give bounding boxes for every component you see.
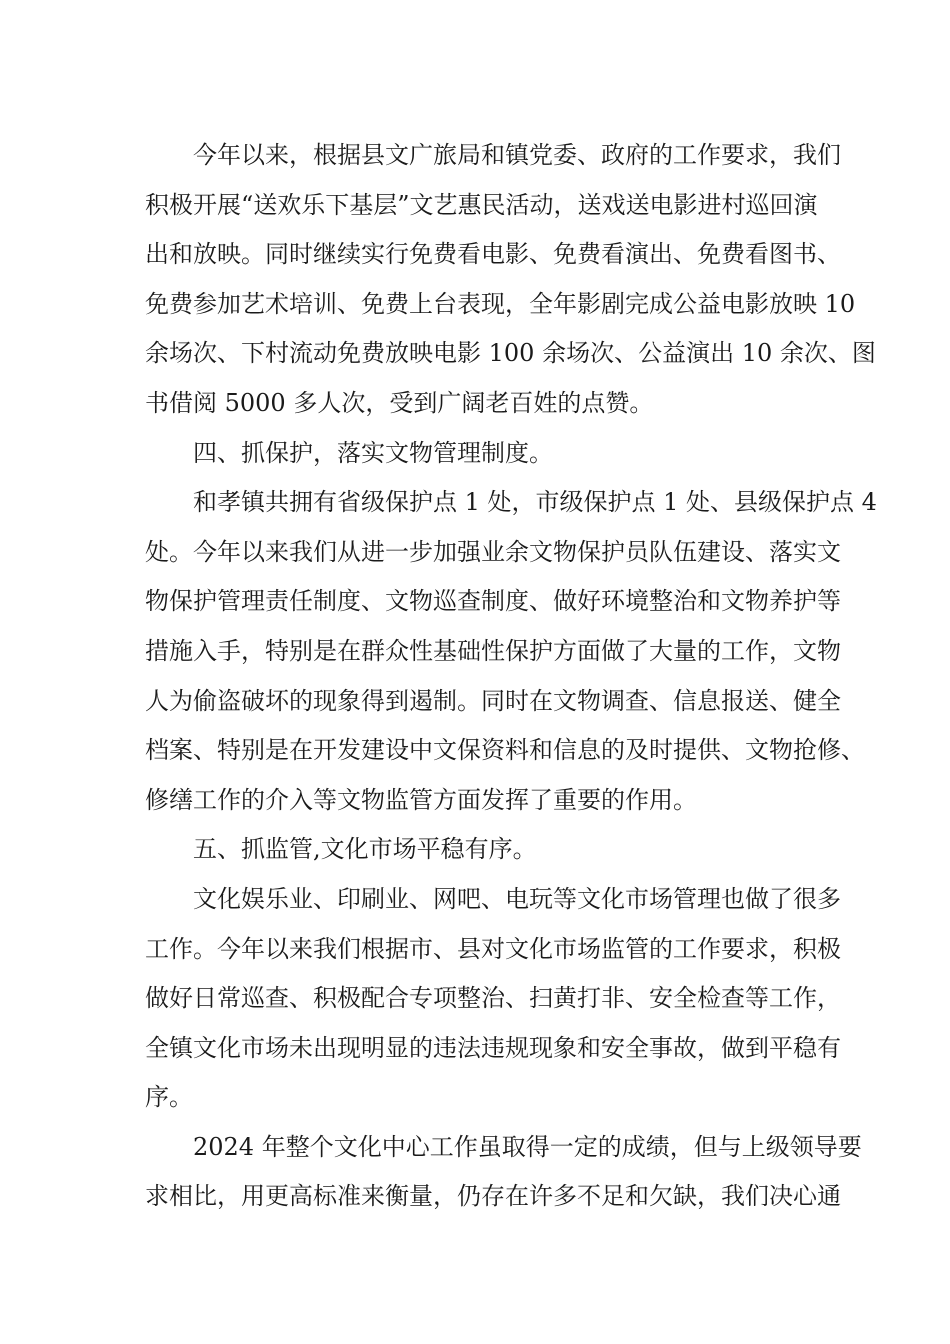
text-line: 2024 年整个文化中心工作虽取得一定的成绩，但与上级领导要 [193, 1132, 862, 1161]
text-line: 人为偷盗破坏的现象得到遏制。同时在文物调查、信息报送、健全 [145, 686, 841, 715]
text-line: 工作。今年以来我们根据市、县对文化市场监管的工作要求，积极 [145, 934, 841, 963]
text-line: 修缮工作的介入等文物监管方面发挥了重要的作用。 [145, 785, 697, 814]
text-line: 出和放映。同时继续实行免费看电影、免费看演出、免费看图书、 [145, 240, 841, 269]
paragraph-summary [145, 1123, 862, 1222]
paragraph-heritage-protection [145, 478, 877, 825]
paragraph-cultural-activities [145, 131, 876, 429]
text-line: 措施入手，特别是在群众性基础性保护方面做了大量的工作，文物 [145, 636, 841, 665]
text-line: 做好日常巡查、积极配合专项整治、扫黄打非、安全检查等工作， [145, 984, 841, 1013]
paragraph-market-supervision [145, 875, 841, 1123]
text-line: 档案、特别是在开发建设中文保资料和信息的及时提供、文物抢修、 [145, 736, 865, 765]
section-heading-supervision [145, 825, 835, 875]
heading-line: 四、抓保护，落实文物管理制度。 [193, 438, 553, 467]
text-line: 免费参加艺术培训、免费上台表现，全年影剧完成公益电影放映 10 [145, 289, 856, 318]
text-line: 物保护管理责任制度、文物巡查制度、做好环境整治和文物养护等 [145, 587, 841, 616]
heading-line: 五、抓监管,文化市场平稳有序。 [193, 835, 537, 864]
text-line: 和孝镇共拥有省级保护点 1 处，市级保护点 1 处、县级保护点 4 [193, 488, 877, 517]
document-body [145, 131, 877, 1222]
section-heading-protection [145, 429, 835, 479]
text-line: 全镇文化市场未出现明显的违法违规现象和安全事故，做到平稳有 [145, 1033, 841, 1062]
text-line: 处。今年以来我们从进一步加强业余文物保护员队伍建设、落实文 [145, 537, 841, 566]
text-line: 书借阅 5000 多人次，受到广阔老百姓的点赞。 [145, 388, 654, 417]
text-line: 积极开展“送欢乐下基层”文艺惠民活动，送戏送电影进村巡回演 [145, 190, 818, 219]
text-line: 求相比，用更高标准来衡量，仍存在许多不足和欠缺，我们决心通 [145, 1182, 841, 1211]
text-line: 今年以来，根据县文广旅局和镇党委、政府的工作要求，我们 [193, 141, 841, 169]
text-line: 文化娱乐业、印刷业、网吧、电玩等文化市场管理也做了很多 [193, 884, 841, 913]
text-line: 序。 [145, 1083, 193, 1112]
text-line: 余场次、下村流动免费放映电影 100 余场次、公益演出 10 余次、图 [145, 339, 876, 368]
